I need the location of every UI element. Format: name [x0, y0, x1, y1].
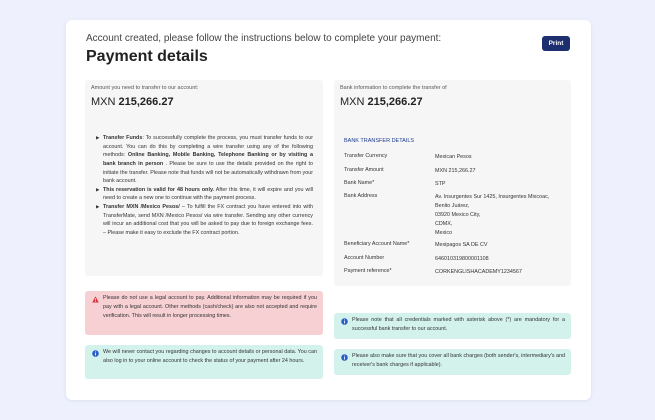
instruction-item: ▶ Transfer Funds: To successfully complete the process, you must transfer funds to our account. You can do this by completing a wire transfer using any of the following methods: Online Banking, Mobile Banking, Telephone Banking or by visiting a bank branch in person . Please be sure to use the details provided on the right to initiate the transfer. Please note that funds will not be automatically withdrawn from your bank account.	[96, 135, 314, 185]
instruction-item: ▶ Transfer MXN /Mexico Pesos/ – To fulfill the FX contract you have entered into with TransferMate, send MXN /Mexico Pesos/ via wire transfer. Sending any other currency will incur an additional cost that you will be asked to pay due to foreign exchange fees. – Please make it easy to exclude the FX contract portion.	[96, 204, 313, 237]
triangle-bullet-icon: ▶	[96, 204, 100, 210]
amount-value	[91, 96, 174, 108]
intro-text: Account created, please follow the instructions below to complete your payment:	[86, 33, 442, 44]
info-icon	[341, 354, 348, 361]
bank-details-title: BANK TRANSFER DETAILS	[344, 138, 415, 144]
instructions-box	[85, 124, 323, 276]
bank-transfer-details: BANK TRANSFER DETAILS Transfer Currency Mexican Pesos Transfer Amount MXN 215,266.27 Bank Name* STP Bank Address Av. Insurgentes Sur 1425, Insurgentes Mixcoac, Benito Juárez, 03920 Mexico City, CDMX, Mexico Beneficiary Account Name* Mexipagos SA DE CV Account Number 646010319800001108 Payment reference* CORKENGLISHACADEMY1234567	[334, 124, 571, 286]
contact-info-notice: We will never contact you regarding changes to account details or personal data. You can also log in to your online account to check the status of your payment after 24 hours.	[85, 345, 323, 379]
print-button[interactable]: Print	[542, 36, 570, 51]
amount-number: 215,266.27	[118, 96, 174, 108]
triangle-bullet-icon: ▶	[96, 135, 100, 140]
page-title: Payment details	[86, 48, 208, 65]
mandatory-fields-notice: Please note that all credentials marked with asterisk above (*) are mandatory for a successful bank transfer to our account.	[334, 313, 571, 339]
amount-currency: MXN	[91, 96, 116, 108]
legal-account-warning: Please do not use a legal account to pay. Additional information may be required if you pay with a legal account. Other methods (cash/check) are also not accepted and require verification. This will result in longer processing times.	[85, 291, 323, 335]
warning-icon	[92, 296, 99, 303]
bank-info-value	[340, 96, 423, 108]
info-icon	[341, 318, 348, 325]
triangle-bullet-icon: ▶	[96, 186, 100, 192]
bank-info-label: Bank information to complete the transfer of	[340, 85, 447, 91]
info-icon	[92, 350, 99, 357]
payment-card	[66, 20, 591, 400]
bank-charges-notice: Please also make sure that you cover all bank charges (both sender's, intermediary's and receiver's bank charges if applicable).	[334, 349, 571, 375]
bank-info-currency: MXN	[340, 96, 365, 108]
bank-info-number: 215,266.27	[367, 96, 423, 108]
instructions-list	[97, 134, 313, 238]
instruction-item: ▶ This reservation is valid for 48 hours only. After this time, it will expire and you will need to create a new one to continue with the payment process.	[96, 186, 313, 202]
amount-label: Amount you need to transfer to our account:	[91, 85, 199, 91]
